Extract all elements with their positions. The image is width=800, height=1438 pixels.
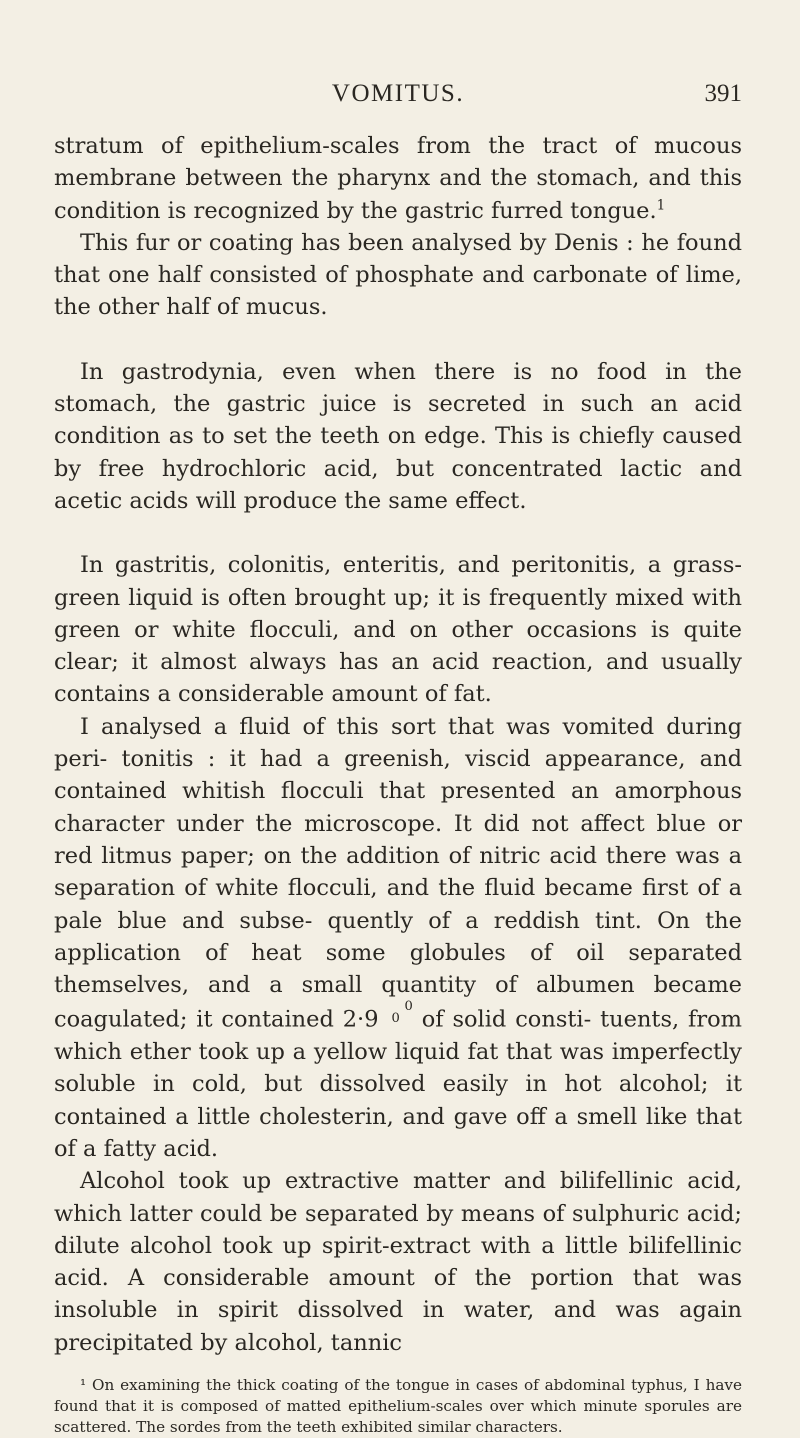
paragraph-4: In gastritis, colonitis, enteritis, and peritonitis, a grass-green liquid is often brought up; it is frequently mixed with green or white flocculi, and on other occasions is quite clear; it almost always has an acid reaction, and usually contains a considerable amount of fat. xyxy=(54,552,742,708)
running-title: VOMITUS. xyxy=(331,80,465,107)
fraction-top: 0 xyxy=(404,999,413,1015)
fraction-bottom: 0 xyxy=(391,1011,400,1027)
paragraph-1-text: stratum of epithelium-scales from the tract of mucous membrane between the pharynx and the stomach, and this condition is recognized by the gastric furred tongue. xyxy=(54,133,742,224)
paragraph-5-text-b: of solid consti- tuents, from which ether took up a yellow liquid fat that was imperfectly soluble in cold, but dissolved easily in hot alcohol; it contained a little cholesterin, and gave off a smell like that of a fatty acid. xyxy=(54,1006,743,1162)
paragraph-3: In gastrodynia, even when there is no food in the stomach, the gastric juice is secreted in such an acid condition as to set the teeth on edge. This is chiefly caused by free hydrochloric acid, but concentrated lactic and acetic acids will produce the same effect. xyxy=(54,358,742,514)
running-header xyxy=(54,80,742,120)
paragraph-5-text-a: I analysed a fluid of this sort that was vomited during peri- tonitis : it had a greenish, viscid appearance, and contained whitish flocculi that presented an amorphous character under the microscope. It did not affect blue or red litmus paper; on the addition of nitric acid there was a separation of white flocculi, and the fluid became first of a pale blue and subse- quently of a reddish tint. On the application of heat some globules of oil separated themselves, and a small quantity of albumen became coagulated; it contained 2·9 xyxy=(54,713,742,1033)
paragraph-6: Alcohol took up extractive matter and bilifellinic acid, which latter could be separated by means of sulphuric acid; dilute alcohol took up spirit-extract with a little bilifellinic acid. A considerable amount of the portion that was insoluble in spirit dissolved in water, and was again precipitated by alcohol, tannic xyxy=(54,1168,742,1356)
paragraph-1 xyxy=(54,130,742,227)
footnote-reference[interactable]: 1 xyxy=(656,197,666,214)
paragraph-2: This fur or coating has been analysed by Denis : he found that one half consisted of phosphate and carbonate of lime, the other half of mucus. xyxy=(54,229,742,321)
body-text xyxy=(54,130,742,1359)
footnote-text: On examining the thick coating of the tongue in cases of abdominal typhus, I have found that it is composed of matted epithelium-scales over which minute sporules are scattered. The sordes from the teeth exhibited similar characters. xyxy=(54,1375,742,1436)
fraction-sign xyxy=(379,999,413,1027)
paragraph-5 xyxy=(54,711,742,1165)
footnote xyxy=(54,1375,742,1438)
footnote-marker: ¹ xyxy=(80,1375,87,1394)
page-number: 391 xyxy=(704,80,742,107)
